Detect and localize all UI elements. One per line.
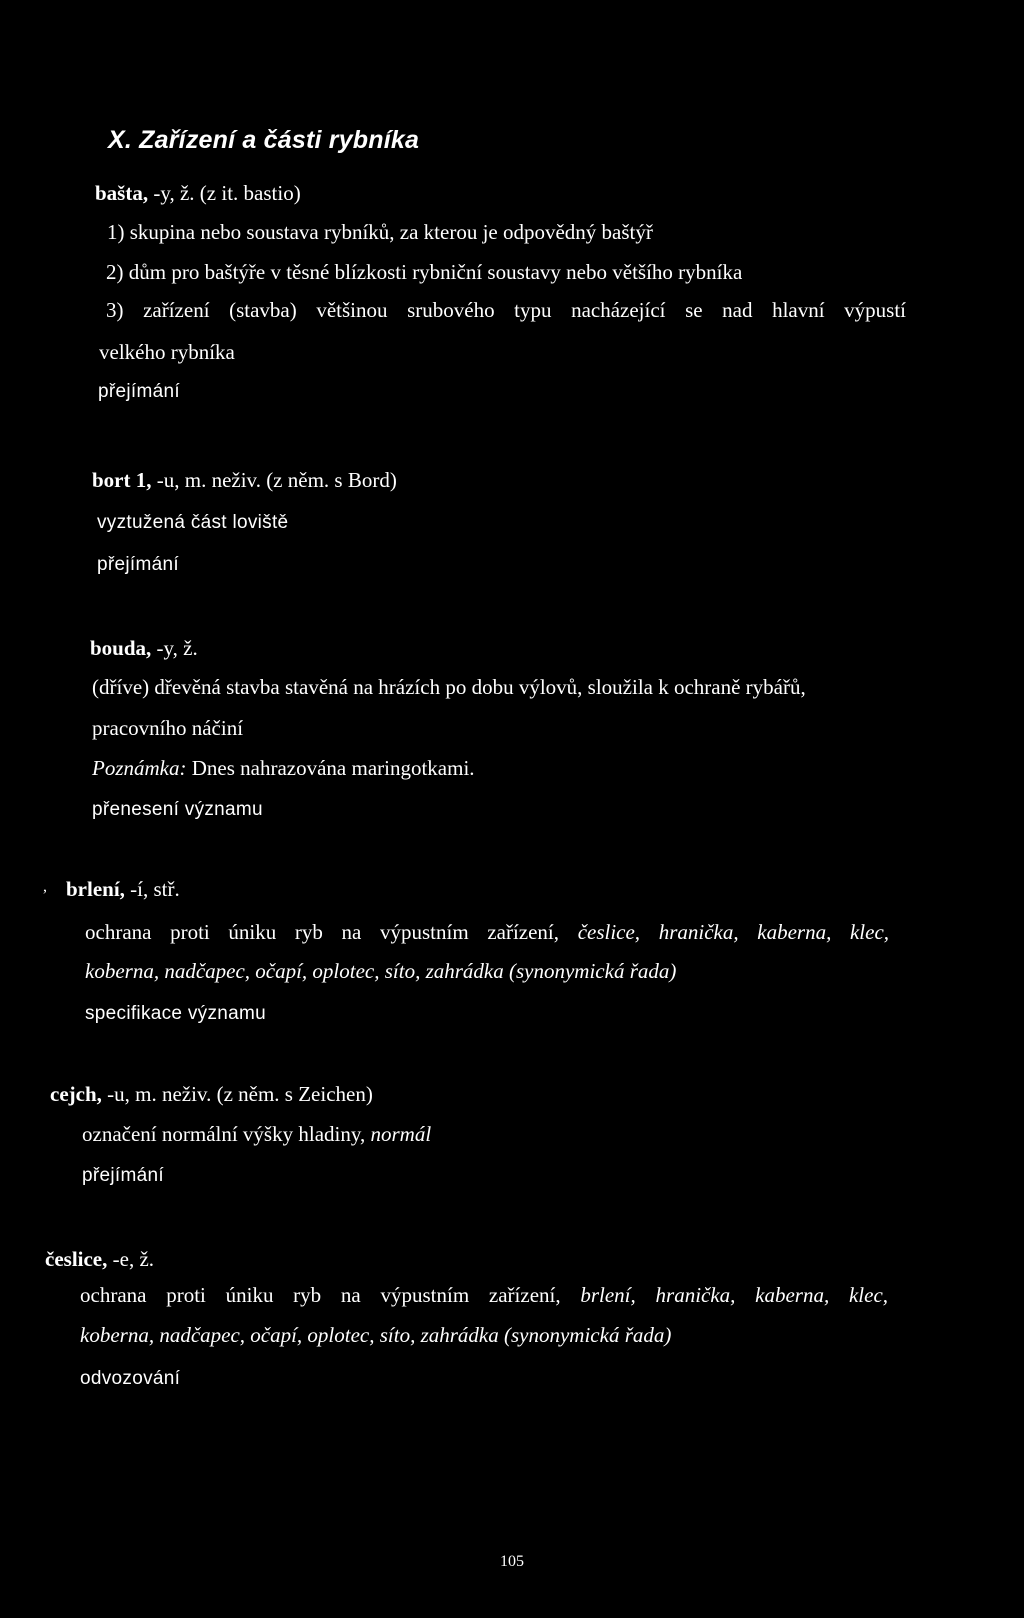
definition-synonyms: česlice, hranička, kaberna, klec,: [577, 920, 890, 944]
definition-synonyms: koberna, nadčapec, očapí, oplotec, síto, zahrádka (synonymická řada): [80, 1323, 672, 1347]
grammar-basta: -y, ž. (z it. bastio): [148, 181, 301, 205]
headword-cejch: cejch,: [50, 1082, 102, 1106]
entry-basta-headline: [95, 181, 301, 206]
sense-line: velkého rybníka: [99, 340, 235, 364]
sense-line: 1) skupina nebo soustava rybníků, za kterou je odpovědný baštýř: [107, 220, 653, 244]
headword-basta: bašta,: [95, 181, 149, 205]
entry-bouda-headline: [90, 636, 198, 661]
headword-bouda: bouda,: [90, 636, 152, 660]
entry-cejch-headline: [50, 1082, 373, 1107]
definition-line: [85, 920, 889, 945]
definition-synonym: normál: [365, 1122, 432, 1146]
definition-plain: označení normální výšky hladiny,: [82, 1122, 366, 1146]
grammar-bouda: -y, ž.: [151, 636, 198, 660]
definition-synonyms: koberna, nadčapec, očapí, oplotec, síto, zahrádka (synonymická řada): [85, 959, 677, 983]
definition-plain: ochrana proti úniku ryb na výpustním zařízení,: [80, 1283, 561, 1307]
definition-line: [82, 1122, 431, 1147]
sense-line: 3) zařízení (stavba) většinou srubového typu nacházející se nad hlavní výpustí: [106, 298, 906, 322]
grammar-bort: -u, m. neživ. (z něm. s Bord): [151, 468, 397, 492]
definition-line: [80, 1323, 671, 1348]
definition-synonyms: brlení, hranička, kaberna, klec,: [580, 1283, 889, 1307]
definition-line: vyztužená část loviště: [97, 512, 289, 533]
entry-label: přejímání: [82, 1165, 164, 1186]
definition-line: pracovního náčiní: [92, 716, 244, 740]
entry-bort-headline: [92, 468, 397, 493]
note-line: [92, 756, 475, 781]
grammar-brleni: -í, stř.: [124, 877, 180, 901]
entry-ceslice-headline: [45, 1247, 154, 1272]
grammar-cejch: -u, m. neživ. (z něm. s Zeichen): [101, 1082, 373, 1106]
stray-mark: ,: [43, 878, 47, 895]
headword-brleni: brlení,: [66, 877, 125, 901]
chapter-title: X. Zařízení a části rybníka: [108, 126, 420, 154]
note-label: Poznámka:: [92, 756, 187, 780]
entry-label: specifikace významu: [85, 1003, 266, 1024]
page-number: 105: [500, 1553, 524, 1570]
sense-line: 2) dům pro baštýře v těsné blízkosti rybniční soustavy nebo většího rybníka: [106, 260, 743, 284]
grammar-ceslice: -e, ž.: [107, 1247, 155, 1271]
note-text: Dnes nahrazována maringotkami.: [186, 756, 475, 780]
definition-plain: ochrana proti úniku ryb na výpustním zařízení,: [85, 920, 560, 944]
definition-line: [80, 1283, 888, 1308]
headword-bort: bort 1,: [92, 468, 152, 492]
entry-brleni-headline: [66, 877, 180, 902]
definition-line: [85, 959, 676, 984]
entry-label: přejímání: [98, 381, 180, 402]
headword-ceslice: česlice,: [45, 1247, 108, 1271]
entry-label: přejímání: [97, 554, 179, 575]
definition-line: (dříve) dřevěná stavba stavěná na hrázích po dobu výlovů, sloužila k ochraně rybářů,: [92, 675, 806, 699]
entry-label: přenesení významu: [92, 799, 263, 820]
entry-label: odvozování: [80, 1368, 181, 1389]
